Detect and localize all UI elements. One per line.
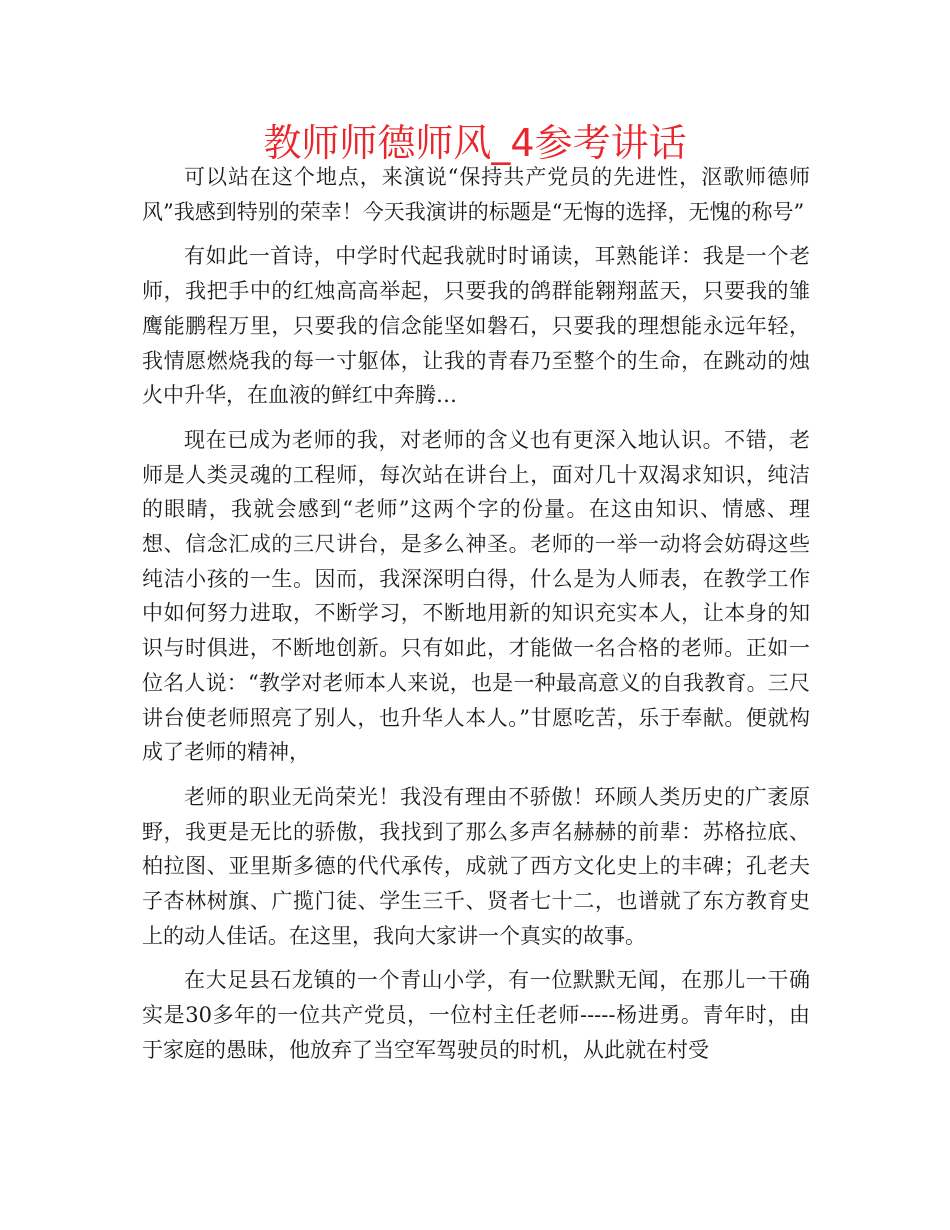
paragraph-5: 在大足县石龙镇的一个青山小学，有一位默默无闻，在那儿一干确实是30多年的一位共产党员，一位村主任老师-----杨进勇。青年时，由于家庭的愚昧，他放弃了当空军驾驶员的时机，从此就在村受 — [142, 968, 810, 1062]
document-title: 教师师德师风_4参考讲话 — [263, 121, 687, 165]
paragraph-1: 可以站在这个地点，来演说“保持共产党员的先进性，沤歌师德师风”我感到特别的荣幸！今天我演讲的标题是“无悔的选择，无愧的称号” — [142, 165, 810, 224]
paragraph-2: 有如此一首诗，中学时代起我就时时诵读，耳熟能详：我是一个老师，我把手中的红烛高高举起，只要我的鸽群能翱翔蓝天，只要我的雏鹰能鹏程万里，只要我的信念能坚如磐石，只要我的理想能永远年轻，我情愿燃烧我的每一寸躯体，让我的青春乃至整个的生命，在跳动的烛火中升华，在血液的鲜红中奔腾… — [142, 244, 810, 408]
paragraph-3: 现在已成为老师的我，对老师的含义也有更深入地认识。不错，老师是人类灵魂的工程师，每次站在讲台上，面对几十双渴求知识，纯洁的眼睛，我就会感到“老师”这两个字的份量。在这由知识、情感、理想、信念汇成的三尺讲台，是多么神圣。老师的一举一动将会妨碍这些纯洁小孩的一生。因而，我深深明白得，什么是为人师表，在教学工作中如何努力进取，不断学习，不断地用新的知识充实本人，让本身的知识与时俱进，不断地创新。只有如此，才能做一名合格的老师。正如一位名人说：“教学对老师本人来说，也是一种最高意义的自我教育。三尺讲台使老师照亮了别人，也升华人本人。”甘愿吃苦，乐于奉献。便就构成了老师的精神， — [142, 427, 810, 765]
paragraph-4: 老师的职业无尚荣光！我没有理由不骄傲！环顾人类历史的广袤原野，我更是无比的骄傲，我找到了那么多声名赫赫的前辈：苏格拉底、柏拉图、亚里斯多德的代代承传，成就了西方文化史上的丰碑；孔老夫子杏林树旗、广揽门徒、学生三千、贤者七十二，也谱就了东方教育史上的动人佳话。在这里，我向大家讲一个真实的故事。 — [142, 784, 810, 948]
document-body — [142, 160, 810, 1078]
